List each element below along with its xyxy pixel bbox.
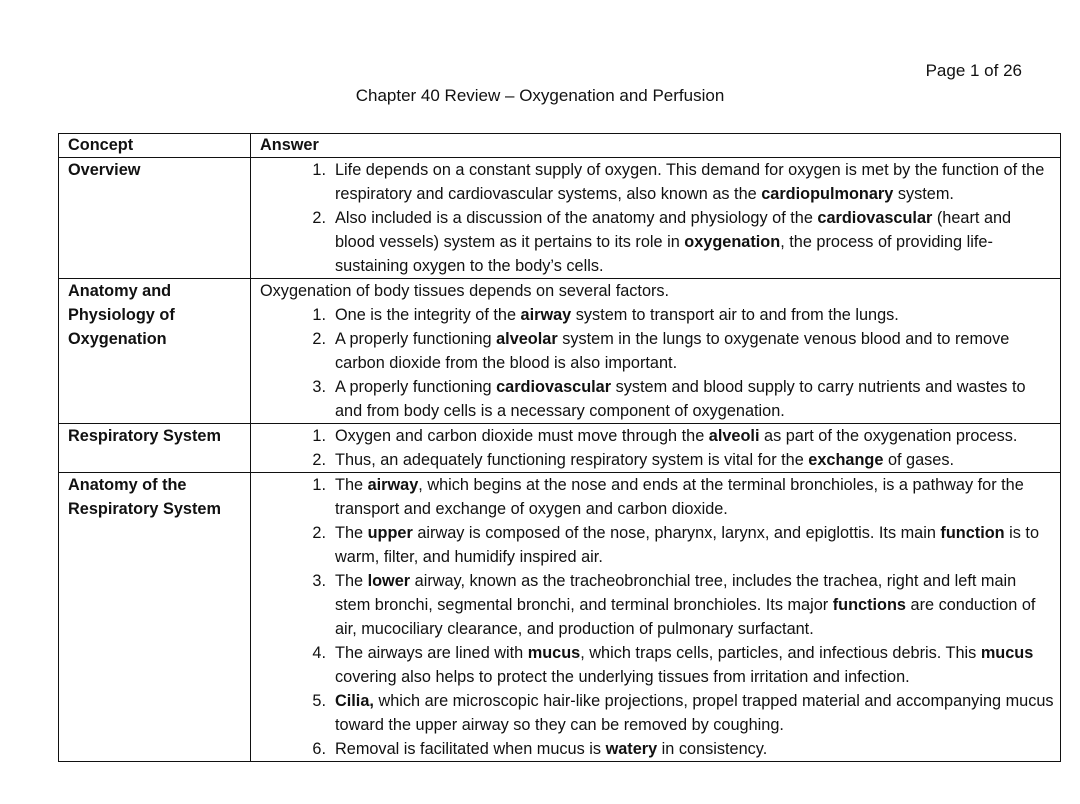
answer-cell	[251, 473, 1061, 762]
bold-term: functions	[832, 596, 906, 614]
list-item	[260, 158, 1054, 206]
list-item-text: Thus, an adequately functioning respiratory system is vital for the exchange of gases.	[335, 451, 955, 469]
list-item	[260, 448, 1054, 472]
list-item-text: The upper airway is composed of the nose, pharynx, larynx, and epiglottis. Its main function is to warm, filter, and humidify inspired air.	[335, 524, 1040, 566]
answer-cell	[251, 158, 1061, 279]
concept-cell: Respiratory System	[59, 424, 251, 473]
bold-term: airway	[367, 476, 419, 494]
list-item-text: One is the integrity of the airway system to transport air to and from the lungs.	[335, 306, 899, 324]
bold-term: alveolar	[496, 330, 558, 348]
list-item-number: 2.	[312, 451, 326, 469]
list-item-text: Oxygen and carbon dioxide must move through the alveoli as part of the oxygenation process.	[335, 427, 1018, 445]
list-item	[260, 424, 1054, 448]
list-item-number: 2.	[312, 209, 326, 227]
answer-cell	[251, 424, 1061, 473]
table-row	[59, 279, 1061, 424]
bold-term: cardiovascular	[817, 209, 933, 227]
list-item-number: 1.	[312, 306, 326, 324]
list-item-text: The airway, which begins at the nose and ends at the terminal bronchioles, is a pathway for the transport and exchange of oxygen and carbon dioxide.	[335, 476, 1024, 518]
page-number: Page 1 of 26	[925, 61, 1022, 80]
list-item-text: A properly functioning alveolar system in the lungs to oxygenate venous blood and to remove carbon dioxide from the blood is also important.	[335, 330, 1010, 372]
list-item-number: 2.	[312, 524, 326, 542]
list-item	[260, 521, 1054, 569]
document-title: Chapter 40 Review – Oxygenation and Perfusion	[355, 86, 725, 105]
table-row	[59, 158, 1061, 279]
list-item	[260, 737, 1054, 761]
answer-list	[260, 473, 1054, 761]
bold-term: cardiovascular	[496, 378, 612, 396]
list-item-text: A properly functioning cardiovascular system and blood supply to carry nutrients and wastes to and from body cells is a necessary component of oxygenation.	[335, 378, 1026, 420]
list-item-number: 3.	[312, 378, 326, 396]
list-item-number: 2.	[312, 330, 326, 348]
list-item-text: Also included is a discussion of the anatomy and physiology of the cardiovascular (heart and blood vessels) system as it pertains to its role in oxygenation, the process of providing life-sustaining oxygen to the body’s cells.	[335, 209, 1012, 275]
list-item-number: 6.	[312, 740, 326, 758]
list-item-number: 3.	[312, 572, 326, 590]
list-item-text: Removal is facilitated when mucus is watery in consistency.	[335, 740, 768, 758]
bold-term: function	[940, 524, 1005, 542]
answer-header: Answer	[251, 134, 1061, 158]
concept-header: Concept	[59, 134, 251, 158]
list-item-number: 4.	[312, 644, 326, 662]
table-header-row	[59, 134, 1061, 158]
bold-term: lower	[367, 572, 411, 590]
bold-term: mucus	[527, 644, 581, 662]
list-item	[260, 473, 1054, 521]
concept-cell: Anatomy of the Respiratory System	[59, 473, 251, 762]
list-item	[260, 641, 1054, 689]
concept-cell: Anatomy and Physiology of Oxygenation	[59, 279, 251, 424]
table-row	[59, 424, 1061, 473]
answer-list	[260, 303, 1054, 423]
answer-intro: Oxygenation of body tissues depends on several factors.	[260, 282, 670, 300]
list-item	[260, 375, 1054, 423]
list-item	[260, 327, 1054, 375]
bold-term: Cilia,	[335, 692, 374, 710]
list-item	[260, 689, 1054, 737]
bold-term: upper	[367, 524, 413, 542]
bold-term: airway	[520, 306, 572, 324]
bold-term: alveoli	[708, 427, 760, 445]
bold-term: oxygenation	[684, 233, 781, 251]
list-item-number: 1.	[312, 161, 326, 179]
answer-list	[260, 424, 1054, 472]
review-table	[58, 133, 1061, 762]
bold-term: mucus	[980, 644, 1034, 662]
list-item-number: 1.	[312, 476, 326, 494]
bold-term: exchange	[808, 451, 884, 469]
answer-list	[260, 158, 1054, 278]
list-item	[260, 206, 1054, 278]
bold-term: watery	[605, 740, 658, 758]
list-item-text: Life depends on a constant supply of oxygen. This demand for oxygen is met by the function of the respiratory and cardiovascular systems, also known as the cardiopulmonary system.	[335, 161, 1045, 203]
list-item-number: 1.	[312, 427, 326, 445]
table-row	[59, 473, 1061, 762]
list-item	[260, 569, 1054, 641]
list-item-text: Cilia, which are microscopic hair-like projections, propel trapped material and accompanying mucus toward the upper airway so they can be removed by coughing.	[335, 692, 1054, 734]
concept-cell: Overview	[59, 158, 251, 279]
answer-cell	[251, 279, 1061, 424]
list-item	[260, 303, 1054, 327]
list-item-number: 5.	[312, 692, 326, 710]
list-item-text: The airways are lined with mucus, which traps cells, particles, and infectious debris. This mucus covering also helps to protect the underlying tissues from irritation and infection.	[335, 644, 1034, 686]
list-item-text: The lower airway, known as the tracheobronchial tree, includes the trachea, right and left main stem bronchi, segmental bronchi, and terminal bronchioles. Its major functions are conduction of air, mucociliary clearance, and production of pulmonary surfactant.	[335, 572, 1036, 638]
bold-term: cardiopulmonary	[761, 185, 894, 203]
